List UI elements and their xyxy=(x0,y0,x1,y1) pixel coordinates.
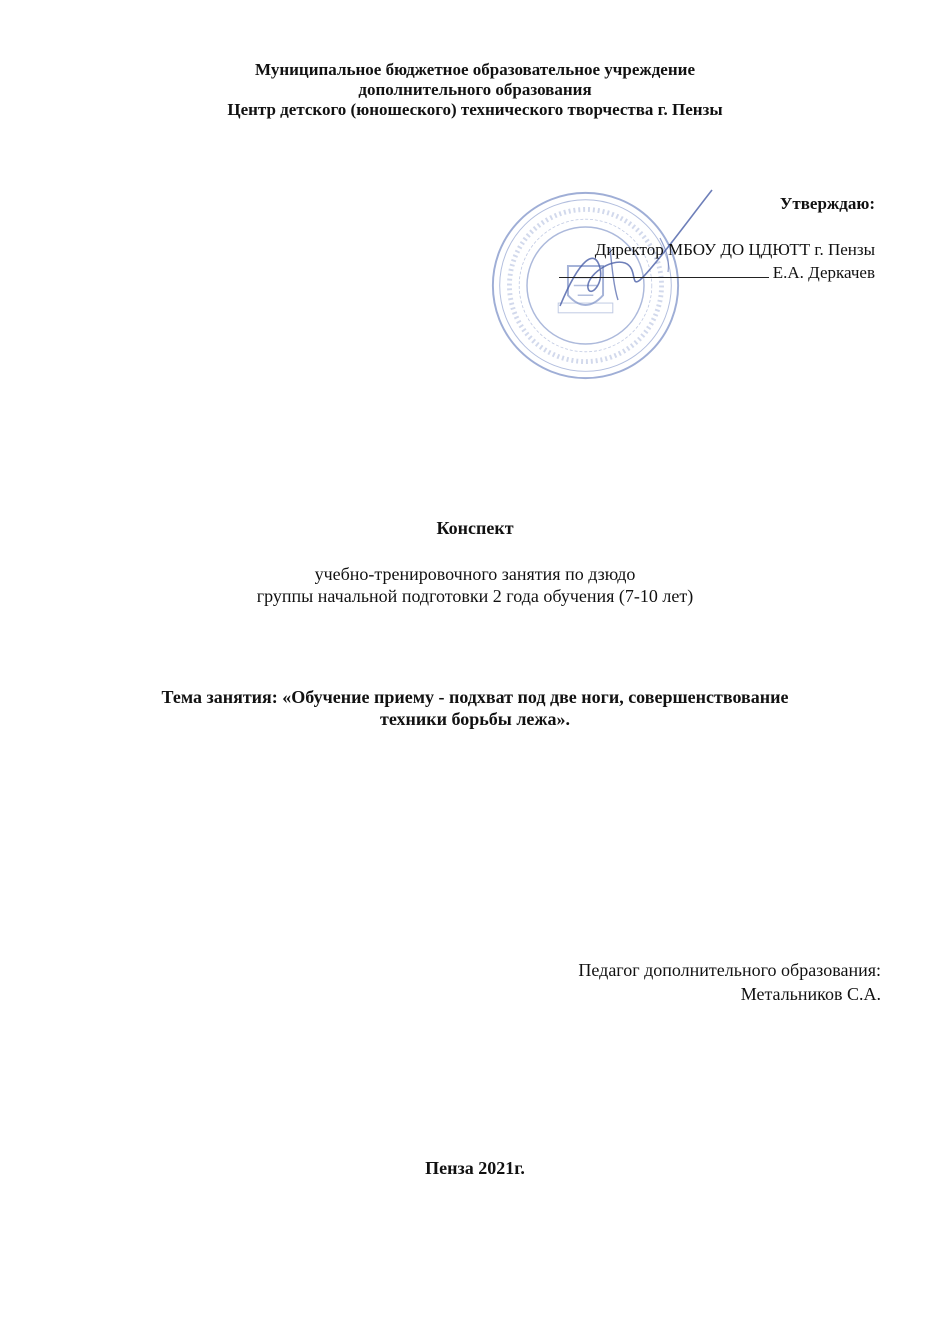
place-year: Пенза 2021г. xyxy=(425,1158,525,1178)
author-role: Педагог дополнительного образования: xyxy=(578,960,881,980)
lesson-theme xyxy=(0,686,950,730)
subtitle-line-2: группы начальной подготовки 2 года обучения (7-10 лет) xyxy=(256,586,694,606)
approval-label: Утверждаю: xyxy=(779,194,875,213)
author-block xyxy=(578,958,881,1006)
organization-header xyxy=(0,60,950,120)
org-line-3: Центр детского (юношеского) технического творчества г. Пензы xyxy=(227,100,723,119)
director-position: Директор МБОУ ДО ЦДЮТТ г. Пензы xyxy=(594,240,875,259)
org-line-1: Муниципальное бюджетное образовательное учреждение xyxy=(255,60,695,79)
subtitle-line-1: учебно-тренировочного занятия по дзюдо xyxy=(314,564,636,584)
director-signature-line xyxy=(559,261,875,284)
author-name: Метальников С.А. xyxy=(740,984,881,1004)
theme-line-2: техники борьбы лежа». xyxy=(380,709,570,729)
document-subtitle xyxy=(0,563,950,607)
director-name: Е.А. Деркачев xyxy=(772,263,875,282)
theme-line-1: Тема занятия: «Обучение приему - подхват под две ноги, совершенствование xyxy=(161,687,789,707)
signature-underline xyxy=(559,263,769,278)
org-line-2: дополнительного образования xyxy=(358,80,592,99)
document-title: Конспект xyxy=(436,518,514,538)
approval-block xyxy=(559,192,875,284)
